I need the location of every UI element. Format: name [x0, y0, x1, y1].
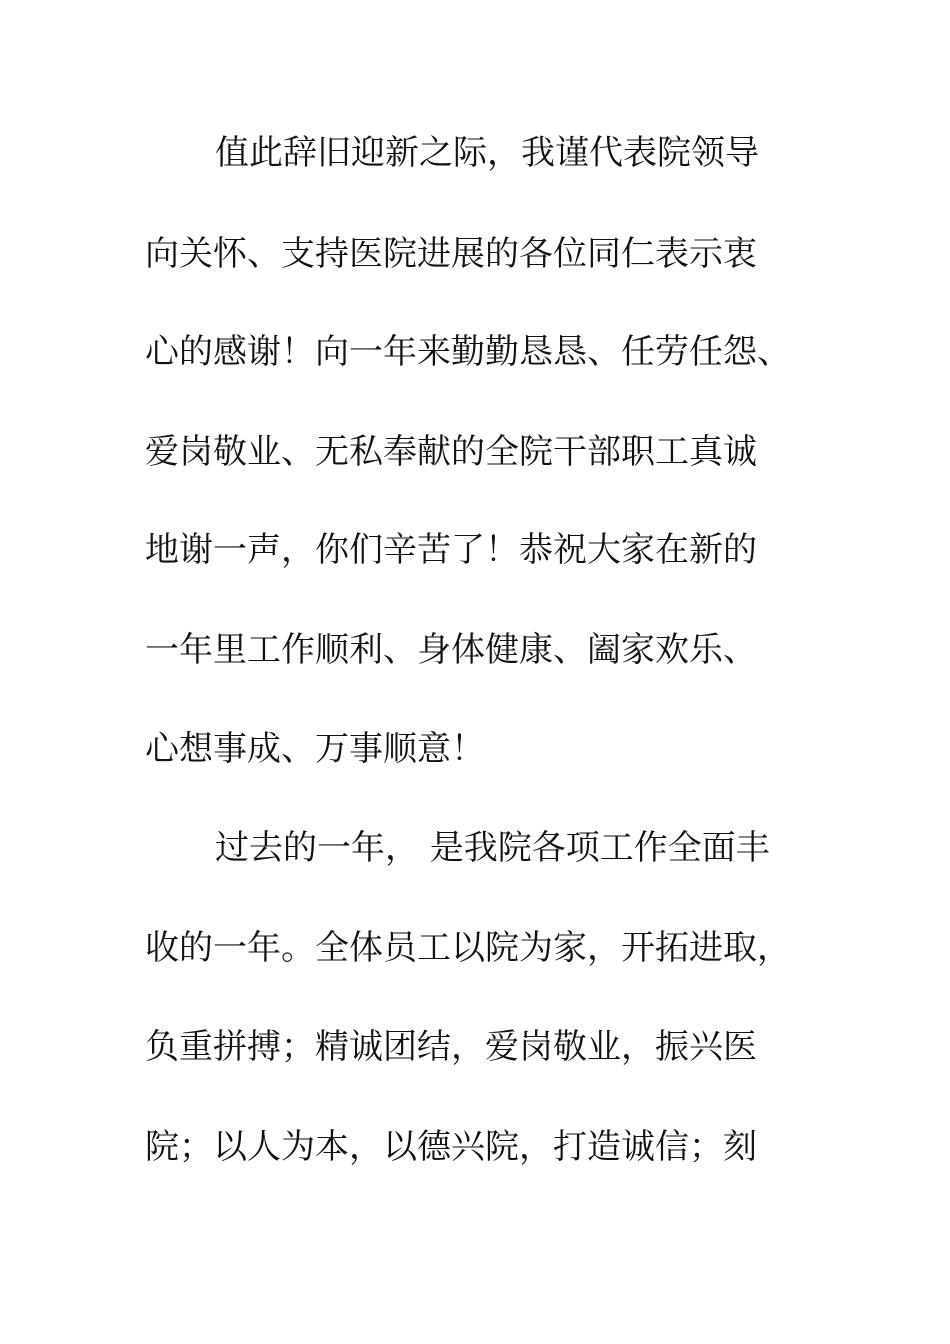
- paragraph-1-line-4: 爱岗敬业、无私奉献的全院干部职工真诚: [145, 432, 757, 472]
- paragraph-1-line-3: 心的感谢！向一年来勤勤恳恳、任劳任怨、: [145, 332, 791, 372]
- paragraph-1-line-5: 地谢一声，你们辛苦了！恭祝大家在新的: [145, 530, 757, 570]
- paragraph-1-line-2: 向关怀、支持医院进展的各位同仁表示衷: [145, 234, 757, 274]
- paragraph-1-line-1: 值此辞旧迎新之际，我谨代表院领导: [215, 133, 759, 173]
- paragraph-2-line-1: 过去的一年， 是我院各项工作全面丰: [215, 828, 770, 868]
- paragraph-2-line-4: 院；以人为本，以德兴院，打造诚信；刻: [145, 1127, 757, 1167]
- paragraph-2-line-2: 收的一年。全体员工以院为家，开拓进取，: [145, 928, 791, 968]
- paragraph-1-line-7: 心想事成、万事顺意！: [145, 729, 485, 769]
- paragraph-1-line-6: 一年里工作顺利、身体健康、阖家欢乐、: [145, 630, 757, 670]
- paragraph-2-line-3: 负重拼搏；精诚团结，爱岗敬业，振兴医: [145, 1027, 757, 1067]
